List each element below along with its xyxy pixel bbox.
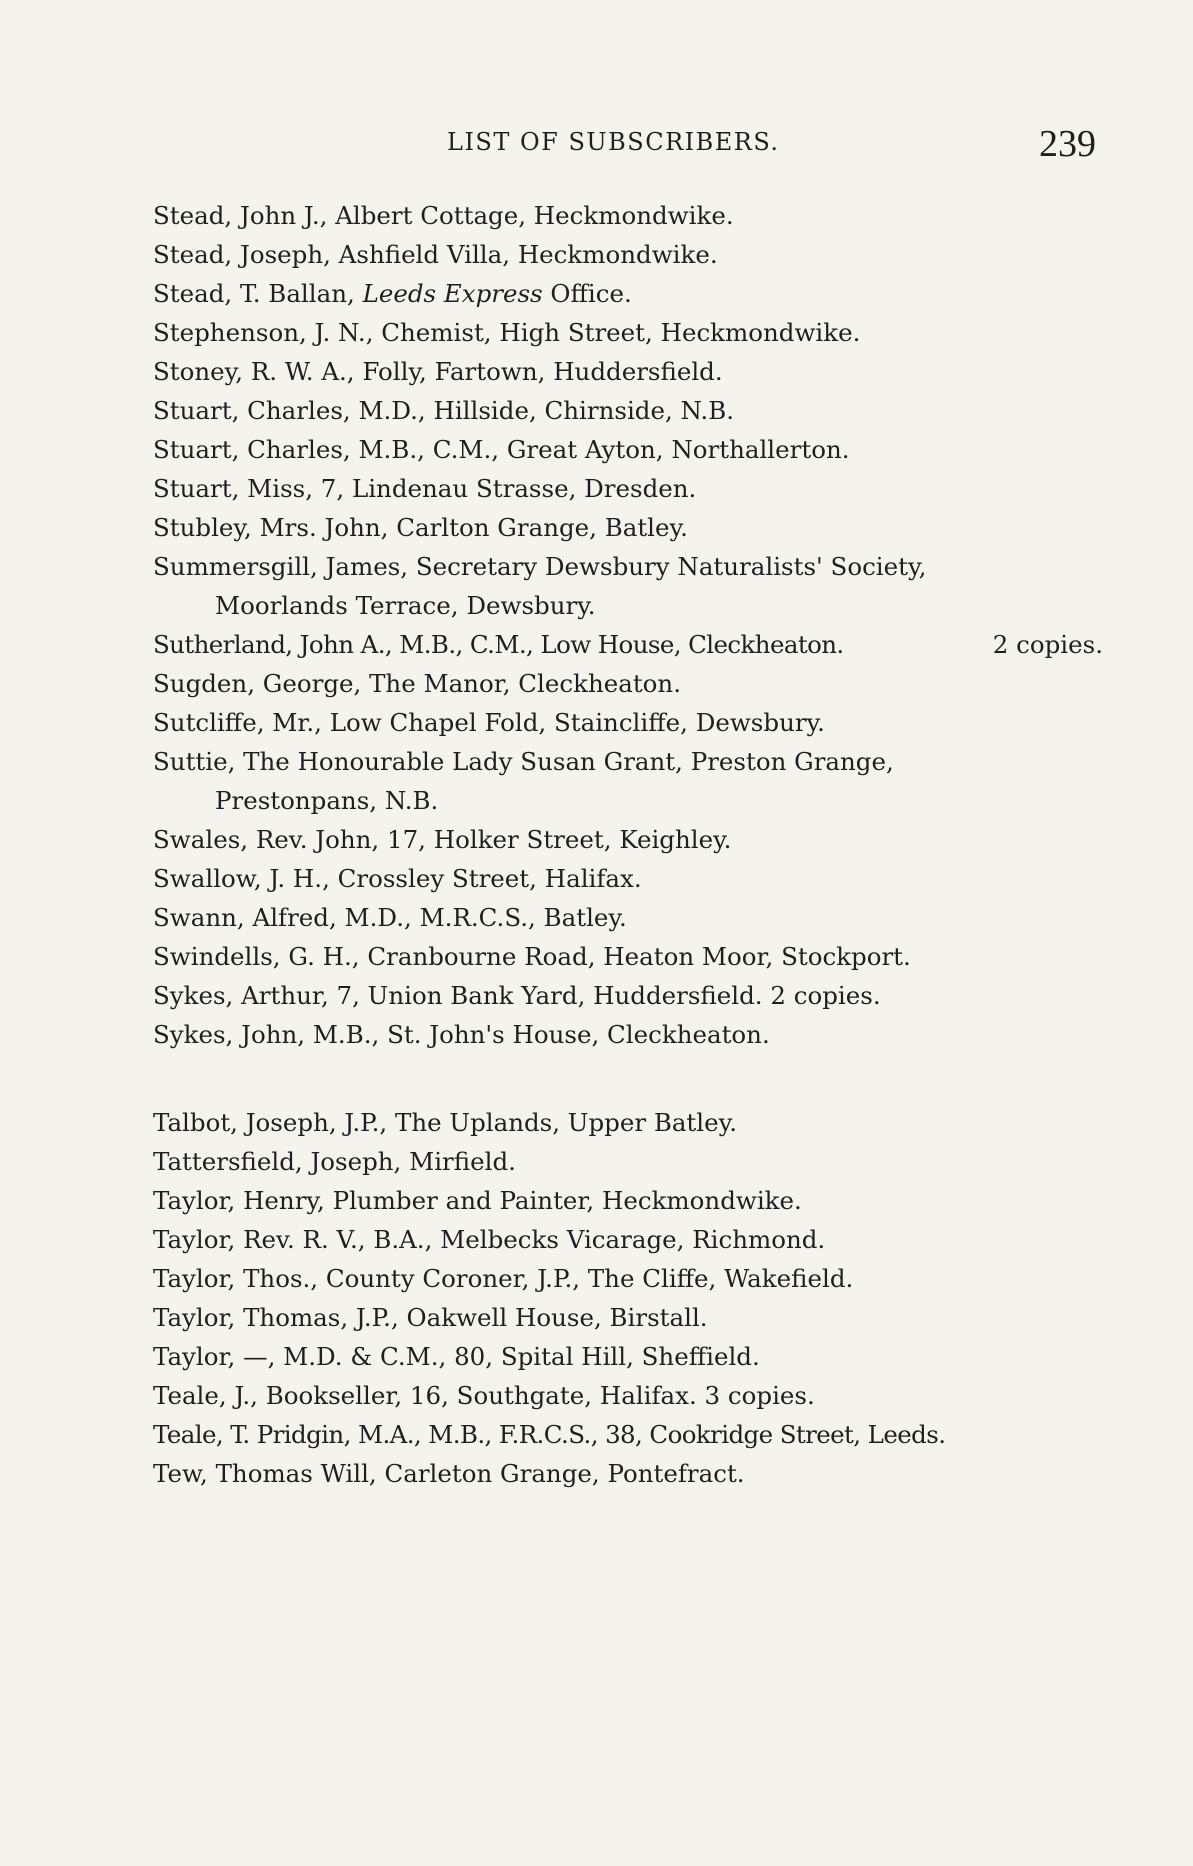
subscriber-entry: Tew, Thomas Will, Carleton Grange, Pontefract. [153,1459,745,1488]
entry-line: Suttie, The Honourable Lady Susan Grant, Preston Grange, [153,747,894,776]
entry-text: Sutherland, John A., M.B., C.M., Low House, Cleckheaton. [153,630,844,659]
subscriber-entry: Swallow, J. H., Crossley Street, Halifax. [153,864,642,893]
subscriber-entry: Stead, Joseph, Ashfield Villa, Heckmondwike. [153,240,718,269]
subscriber-entry [153,274,1103,313]
entry-text: Sykes, Arthur, 7, Union Bank Yard, Huddersfield. [153,981,763,1010]
subscriber-entry: Taylor, Rev. R. V., B.A., Melbecks Vicarage, Richmond. [153,1225,826,1254]
subscriber-entry: Stuart, Miss, 7, Lindenau Strasse, Dresden. [153,474,697,503]
page-number: 239 [1039,123,1096,165]
subscriber-entry: Taylor, Thomas, J.P., Oakwell House, Birstall. [153,1303,708,1332]
subscriber-entry: Taylor, Henry, Plumber and Painter, Heckmondwike. [153,1186,802,1215]
subscriber-entry: Sugden, George, The Manor, Cleckheaton. [153,669,681,698]
entry-text: Stead, T. Ballan, [153,279,363,308]
subscriber-entry [153,547,1103,625]
subscriber-entry: Swindells, G. H., Cranbourne Road, Heaton Moor, Stockport. [153,942,911,971]
subscriber-entry: Talbot, Joseph, J.P., The Uplands, Upper Batley. [153,1108,737,1137]
subscriber-entry: Swann, Alfred, M.D., M.R.C.S., Batley. [153,903,627,932]
subscriber-list [153,196,1103,1493]
subscriber-entry: Stuart, Charles, M.B., C.M., Great Ayton, Northallerton. [153,435,850,464]
running-head [152,122,1096,165]
subscriber-entry [153,625,1103,664]
subscriber-entry: Stubley, Mrs. John, Carlton Grange, Batley. [153,513,688,542]
subscriber-entry: Stuart, Charles, M.D., Hillside, Chirnside, N.B. [153,396,734,425]
entry-text: Office. [542,279,632,308]
subscriber-entry: Taylor, —, M.D. & C.M., 80, Spital Hill, Sheffield. [153,1342,760,1371]
running-title: LIST OF SUBSCRIBERS. [447,128,780,156]
entry-continuation: Moorlands Terrace, Dewsbury. [215,591,596,620]
subscriber-entry: Teale, T. Pridgin, M.A., M.B., F.R.C.S., 38, Cookridge Street, Leeds. [153,1420,946,1449]
entry-text: Teale, J., Bookseller, 16, Southgate, Halifax. [153,1381,697,1410]
subscriber-entry: Stephenson, J. N., Chemist, High Street, Heckmondwike. [153,318,861,347]
copies-count: 2 copies. [770,981,881,1010]
subscriber-entry: Swales, Rev. John, 17, Holker Street, Keighley. [153,825,732,854]
subscriber-entry: Stoney, R. W. A., Folly, Fartown, Huddersfield. [153,357,723,386]
entry-italic-title: Leeds Express [362,279,543,308]
subscriber-entry [153,1376,1103,1415]
copies-count: 3 copies. [704,1381,815,1410]
section-gap [153,1054,1103,1103]
entry-line: Summersgill, James, Secretary Dewsbury Naturalists' Society, [153,552,927,581]
subscriber-entry: Tattersfield, Joseph, Mirfield. [153,1147,516,1176]
subscriber-entry: Stead, John J., Albert Cottage, Heckmondwike. [153,201,734,230]
subscriber-entry [153,742,1103,820]
entry-continuation: Prestonpans, N.B. [215,786,439,815]
subscriber-entry [153,976,1103,1015]
subscriber-entry: Sykes, John, M.B., St. John's House, Cleckheaton. [153,1020,770,1049]
subscriber-entry: Taylor, Thos., County Coroner, J.P., The Cliffe, Wakefield. [153,1264,854,1293]
subscriber-entry: Sutcliffe, Mr., Low Chapel Fold, Staincliffe, Dewsbury. [153,708,825,737]
copies-count: 2 copies. [992,630,1103,659]
